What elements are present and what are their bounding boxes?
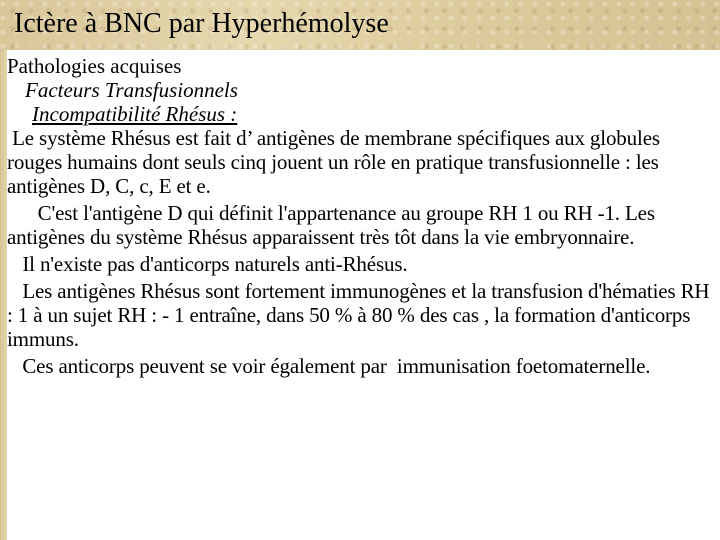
title-bar xyxy=(0,0,720,50)
heading-facteurs: Facteurs Transfusionnels xyxy=(25,78,238,102)
paragraph-foetomaternelle: Ces anticorps peuvent se voir également par immunisation foetomaternelle. xyxy=(7,354,651,378)
heading-incompatibilite: Incompatibilité Rhésus : xyxy=(32,102,238,126)
paragraph-anticorps-naturels: Il n'existe pas d'anticorps naturels anti-Rhésus. xyxy=(7,252,408,276)
paragraph-systeme-rhesus: Le système Rhésus est fait d’ antigènes de membrane spécifiques aux globules rouges humains dont seuls cinq jouent un rôle en pratique transfusionnelle : les antigènes D, C, c, E et e. xyxy=(7,126,665,198)
slide-title: Ictère à BNC par Hyperhémolyse xyxy=(14,8,389,39)
left-decorative-strip xyxy=(0,50,7,540)
paragraph-antigene-d: C'est l'antigène D qui définit l'appartenance au groupe RH 1 ou RH -1. Les antigènes du système Rhésus apparaissent très tôt dans la vie embryonnaire. xyxy=(7,201,660,249)
slide-content xyxy=(7,54,715,378)
paragraph-immunogenes: Les antigènes Rhésus sont fortement immunogènes et la transfusion d'hématies RH : 1 à un sujet RH : - 1 entraîne, dans 50 % à 80 % des cas , la formation d'anticorps immuns. xyxy=(7,279,715,351)
heading-pathologies: Pathologies acquises xyxy=(7,54,182,78)
